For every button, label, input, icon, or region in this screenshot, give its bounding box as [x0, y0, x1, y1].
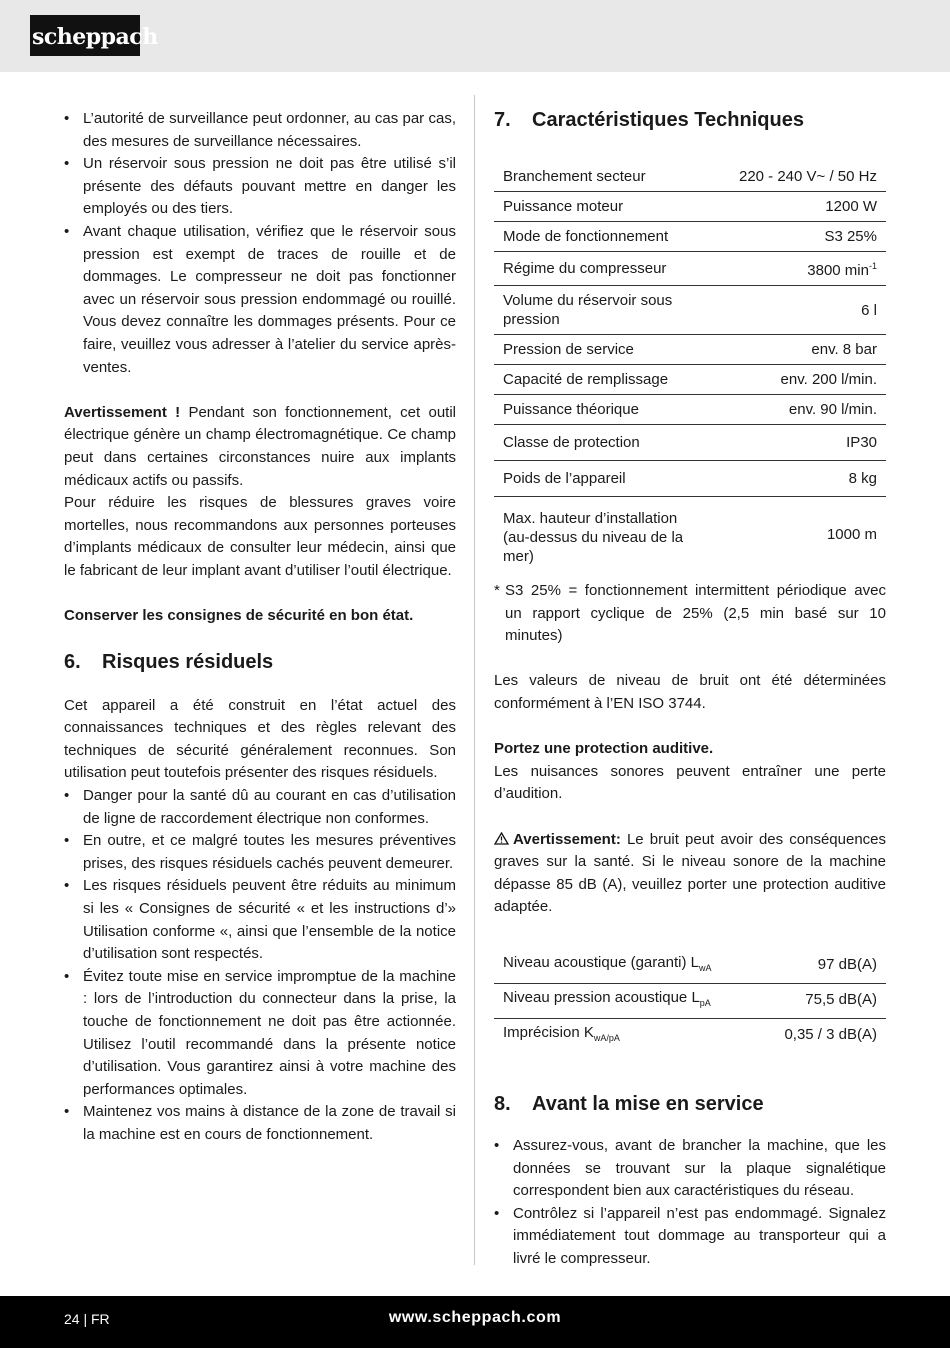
noise-warning: Avertissement: Le bruit peut avoir des conséquences graves sur la santé. Si le niveau sonore de la machine dépasse 85 dB (A), veuillez porter une protection auditive adaptée. — [494, 830, 886, 916]
section-7-heading: 7. Caractéristiques Techniques — [494, 109, 804, 131]
page-number: 24 | FR — [64, 1311, 110, 1327]
keep-instructions-note: Conserver les consignes de sécurité en bon état. — [64, 607, 414, 625]
list-item: • Les risques résiduels peuvent être réduits au minimum si les « Consignes de sécurité « et les instructions d’» Utilisation conforme «, ainsi que l’ensemble de la notice d’utilisation sont respectés. — [64, 875, 456, 965]
list-item: • Évitez toute mise en service impromptue de la machine : lors de l’introduction du connecteur dans la prise, la touche de fonctionnement ne doit pas être actionnée. Utilisez l’outil recommandé dans la présente notice d’utilisation. Vous garantirez ainsi à votre machine des performances optimales. — [64, 966, 456, 1102]
list-item: • Assurez-vous, avant de brancher la machine, que les données se trouvant sur la plaque signalétique correspondent bien aux caractéristiques du réseau. — [494, 1135, 886, 1203]
table-row: Mode de fonctionnement S3 25% — [494, 222, 886, 252]
duty-cycle-footnote: * S3 25% = fonctionnement intermittent périodique avec un rapport cyclique de 25% (2,5 min basé sur 10 minutes) — [494, 582, 886, 645]
table-row: Pression de service env. 8 bar — [494, 335, 886, 365]
left-column — [64, 108, 456, 1147]
page-header — [0, 0, 950, 72]
noise-intro: Les valeurs de niveau de bruit ont été déterminées conformément à l’EN ISO 3744. — [494, 672, 886, 712]
noise-values-table — [494, 949, 886, 1053]
list-item: • Avant chaque utilisation, vérifiez que le réservoir sous pression est exempt de traces de rouille et de dommages. Le compresseur ne doit pas fonctionner avec un réservoir sous pression endommagé ou rouillé. Vous devez connaître les dommages présents. Pour ce faire, veuillez vous adresser à l’atelier du service après-ventes. — [64, 221, 456, 379]
column-divider — [474, 95, 475, 1265]
warning-triangle-icon — [494, 829, 513, 852]
page-footer — [0, 1296, 950, 1348]
table-row: Régime du compresseur 3800 $\min^{-1}$ — [494, 252, 886, 286]
table-row: Max. hauteur d’installation (au-dessus du niveau de la mer) 1000 m — [503, 510, 877, 565]
implant-advice: Pour réduire les risques de blessures graves voire mortelles, nous recommandons aux personnes porteuses d’implants médicaux de consulter leur médecin, ainsi que le fabricant de leur implant avant d’utiliser l’outil électrique. — [64, 494, 456, 579]
residual-risks-list — [64, 785, 456, 1147]
warning-label: Avertissement ! — [64, 403, 181, 421]
section-6-heading: 6. Risques résiduels — [64, 650, 274, 673]
table-row: Poids de l’appareil 8 kg — [494, 461, 886, 497]
warning-text: Pendant son fonctionnement, cet outil électrique génère un champ électromagnétique. Ce champ peut dans certaines circonstances nuire aux implants médicaux actifs ou passifs. — [64, 403, 456, 489]
section-8-heading: 8. Avant la mise en service — [494, 1092, 764, 1115]
list-item: • Un réservoir sous pression ne doit pas être utilisé s’il présente des défauts pouvant mettre en danger les employés ou des tiers. — [64, 153, 456, 221]
table-row: Branchement secteur 220 - 240 V~ / 50 Hz — [494, 162, 886, 192]
table-row: Imprécision $K_{wA/pA}$ 0,35 / 3 dB(A) — [503, 1023, 877, 1044]
list-item: • Danger pour la santé dû au courant en cas d’utilisation de ligne de raccordement électrique non conformes. — [64, 785, 456, 830]
emf-warning — [64, 402, 456, 492]
table-row: Niveau acoustique (garanti) $L_{wA}$ 97 dB(A) — [494, 949, 886, 984]
website-link[interactable]: www.scheppach.com — [388, 1309, 562, 1326]
hearing-risk-text: Les nuisances sonores peuvent entraîner une perte d’audition. — [494, 762, 886, 803]
table-row: Puissance moteur 1200 W — [494, 192, 886, 222]
commissioning-list — [494, 1135, 886, 1271]
list-item: • Maintenez vos mains à distance de la zone de travail si la machine est en cours de fonctionnement. — [64, 1101, 456, 1146]
list-item: • L’autorité de surveillance peut ordonner, au cas par cas, des mesures de surveillance nécessaires. — [64, 108, 456, 153]
hearing-protection-note: Portez une protection auditive. — [494, 740, 714, 758]
table-row: Capacité de remplissage env. 200 l/min. — [494, 365, 886, 395]
tech-spec-table — [494, 162, 886, 571]
table-row: Puissance théorique env. 90 l/min. — [494, 395, 886, 425]
list-item: • En outre, et ce malgré toutes les mesures préventives prises, des risques résiduels cachés peuvent demeurer. — [64, 830, 456, 875]
brand-logo: scheppach — [30, 15, 140, 56]
section-6-intro: Cet appareil a été construit en l’état actuel des connaissances techniques et des règles relevant des techniques de sécurité généralement reconnues. Son utilisation peut toutefois présenter des risques résiduels. — [64, 696, 456, 782]
table-row: Volume du réservoir sous pression 6 l — [494, 286, 886, 335]
list-item: • Contrôlez si l’appareil n’est pas endommagé. Signalez immédiatement tout dommage au transporteur qui a livré le compresseur. — [494, 1203, 886, 1271]
right-column — [494, 108, 886, 1270]
table-row: Classe de protection IP30 — [494, 425, 886, 461]
safety-bullet-list — [64, 108, 456, 379]
table-row: Niveau pression acoustique $L_{pA}$ 75,5 dB(A) — [494, 983, 886, 1018]
